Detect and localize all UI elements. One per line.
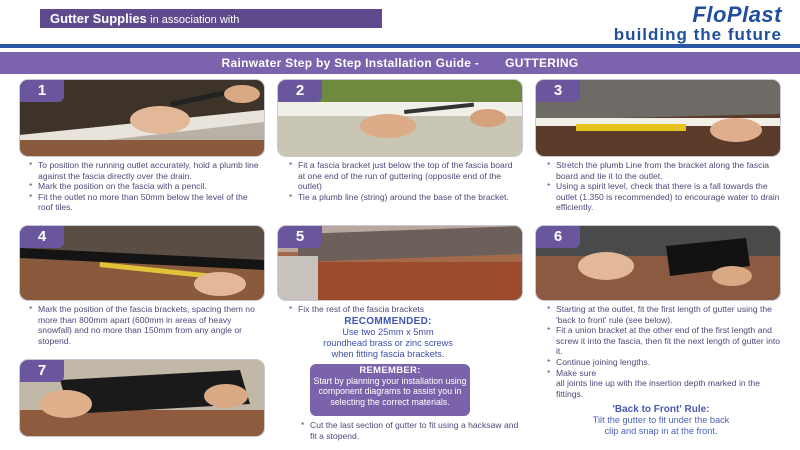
step-5-text <box>288 304 522 315</box>
header-rule <box>0 44 800 48</box>
step-7-photo <box>20 360 264 436</box>
back-to-front-line: clip and snap in at the front. <box>604 426 718 436</box>
list-item: * Fix the rest of the fascia brackets <box>288 304 522 315</box>
step-2-text <box>288 160 522 202</box>
brand-tagline: building the future <box>613 25 782 44</box>
step-6-number: 6 <box>536 226 580 248</box>
step-6-photo <box>536 226 780 300</box>
list-item: * Fit a union bracket at the other end of the first length and screw it into the fascia, then fit the next length of gutter into it. <box>546 325 782 357</box>
step-7-number: 7 <box>20 360 64 382</box>
floplast-logo <box>614 4 782 44</box>
back-to-front-heading: 'Back to Front' Rule: <box>612 404 710 415</box>
step-3-number: 3 <box>536 80 580 102</box>
step-4-photo <box>20 226 264 300</box>
step-5-photo <box>278 226 522 300</box>
step-2-photo <box>278 80 522 156</box>
list-item: all joints line up with the insertion depth marked in the fittings. <box>556 378 760 399</box>
list-item: * Cut the last section of gutter to fit using a hacksaw and fit a stopend. <box>300 420 520 441</box>
recommended-line: when fitting fascia brackets. <box>331 349 445 359</box>
step-1-photo <box>20 80 264 156</box>
back-to-front-line: Tilt the gutter to fit under the back <box>592 415 730 425</box>
step-1-text <box>28 160 264 213</box>
back-to-front-rule <box>536 404 786 437</box>
supplier-name: Gutter Supplies <box>50 11 147 26</box>
recommended-note <box>288 316 488 360</box>
step-7-text <box>300 420 520 441</box>
step-3-photo <box>536 80 780 156</box>
step-6-text <box>546 304 782 399</box>
list-item: * Mark the position on the fascia with a pencil. <box>28 181 264 192</box>
recommended-line: Use two 25mm x 5mm <box>342 327 434 337</box>
step-1-number: 1 <box>20 80 64 102</box>
list-item: * Fit a fascia bracket just below the top of the fascia board at one end of the run of guttering (opposite end of the outlet) <box>288 160 522 192</box>
list-item: * Tie a plumb line (string) around the base of the bracket. <box>288 192 522 203</box>
remember-box <box>310 364 470 416</box>
list-item: * Stretch the plumb Line from the bracket along the fascia board and tie it to the outlet. <box>546 160 782 181</box>
title-section: GUTTERING <box>505 56 579 70</box>
list-item: * To position the running outlet accurately, hold a plumb line against the fascia directly over the drain. <box>28 160 264 181</box>
step-4-number: 4 <box>20 226 64 248</box>
step-5-number: 5 <box>278 226 322 248</box>
list-item: * Continue joining lengths. <box>546 357 782 368</box>
list-item: * Using a spirit level, check that there is a fall towards the outlet (1.350 is recommended) to encourage water to drain efficiently. <box>546 181 782 213</box>
list-item: * Fit the outlet no more than 50mm below the level of the roof tiles. <box>28 192 264 213</box>
supplier-badge <box>40 9 382 28</box>
brand-name: FloPlast <box>692 2 782 27</box>
supplier-association: in association with <box>150 14 240 26</box>
step-4-text <box>28 304 264 346</box>
title-main: Rainwater Step by Step Installation Guide - <box>221 56 480 70</box>
remember-body: Start by planning your installation using component diagrams to assist you in selecting the correct materials. <box>313 376 467 407</box>
recommended-heading: RECOMMENDED: <box>344 316 432 327</box>
page-title <box>0 52 800 74</box>
list-item: * Make sure <box>546 368 782 379</box>
remember-heading: REMEMBER: <box>359 365 421 376</box>
step-3-text <box>546 160 782 213</box>
header <box>0 0 800 46</box>
recommended-line: roundhead brass or zinc screws <box>323 338 453 348</box>
list-item: * Starting at the outlet, fit the first length of gutter using the 'back to front' rule (see below). <box>546 304 782 325</box>
step-2-number: 2 <box>278 80 322 102</box>
list-item: * Mark the position of the fascia brackets, spacing them no more than 800mm apart (600mm in areas of heavy snowfall) and no more than 150mm from any angle or stopend. <box>28 304 264 346</box>
